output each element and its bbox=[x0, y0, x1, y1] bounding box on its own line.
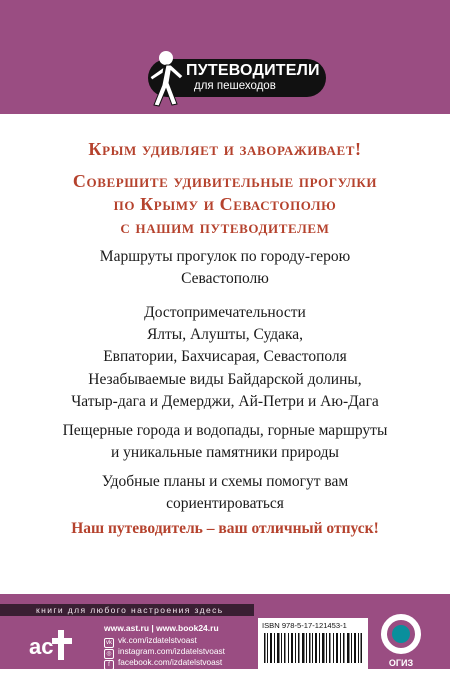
feature-paragraph: Удобные планы и схемы помогут вам сориентироваться bbox=[101, 473, 349, 512]
feature-paragraph: Пещерные города и водопады, горные маршруты и уникальные памятники природы bbox=[62, 422, 388, 461]
headline-line-3: по Крыму и Севастополю bbox=[113, 194, 337, 214]
series-logo bbox=[136, 49, 336, 109]
logo-title: ПУТЕВОДИТЕЛИ bbox=[186, 62, 320, 79]
vk-icon: vk bbox=[106, 640, 112, 646]
back-cover-text bbox=[0, 114, 450, 594]
feature-paragraph: Достопримечательности Ялты, Алушты, Судака, Евпатории, Бахчисарая, Севастополя bbox=[103, 304, 347, 365]
footer-slogan: книги для любого настроения здесь bbox=[36, 605, 224, 615]
publisher-websites[interactable]: www.ast.ru | www.book24.ru bbox=[104, 623, 219, 633]
isbn-number: ISBN 978-5-17-121453-1 bbox=[262, 621, 347, 630]
svg-text:ОГИЗ: ОГИЗ bbox=[388, 658, 414, 668]
ok-icon: ok bbox=[105, 673, 113, 679]
feature-paragraph: Незабываемые виды Байдарской долины, Чатыр-дага и Демерджи, Ай-Петри и Аю-Дага bbox=[71, 371, 379, 410]
headline-line-4: с нашим путеводителем bbox=[120, 217, 330, 237]
logo-subtitle: для пешеходов bbox=[194, 80, 276, 92]
facebook-icon: f bbox=[104, 660, 114, 670]
social-link-ok[interactable]: ok ok.ru/izdatelstvoast bbox=[105, 668, 190, 679]
svg-text:ac: ac bbox=[29, 634, 54, 659]
walking-man-icon bbox=[136, 49, 188, 109]
social-link-instagram[interactable]: ◎ instagram.com/izdatelstvoast bbox=[104, 646, 225, 659]
feature-paragraph: Маршруты прогулок по городу-герою Севастополю bbox=[99, 248, 351, 287]
imprint-logo bbox=[377, 612, 425, 669]
headline-line-1: Крым удивляет и завораживает! bbox=[88, 139, 362, 159]
instagram-icon: ◎ bbox=[104, 649, 114, 659]
barcode-icon bbox=[264, 633, 362, 663]
closing-slogan: Наш путеводитель – ваш отличный отпуск! bbox=[71, 520, 379, 537]
social-link-vk[interactable]: vk vk.com/izdatelstvoast bbox=[106, 635, 197, 646]
social-link-facebook[interactable]: f facebook.com/izdatelstvoast bbox=[104, 657, 222, 670]
publisher-logo bbox=[28, 620, 76, 664]
headline-line-2: Совершите удивительные прогулки bbox=[72, 171, 378, 191]
